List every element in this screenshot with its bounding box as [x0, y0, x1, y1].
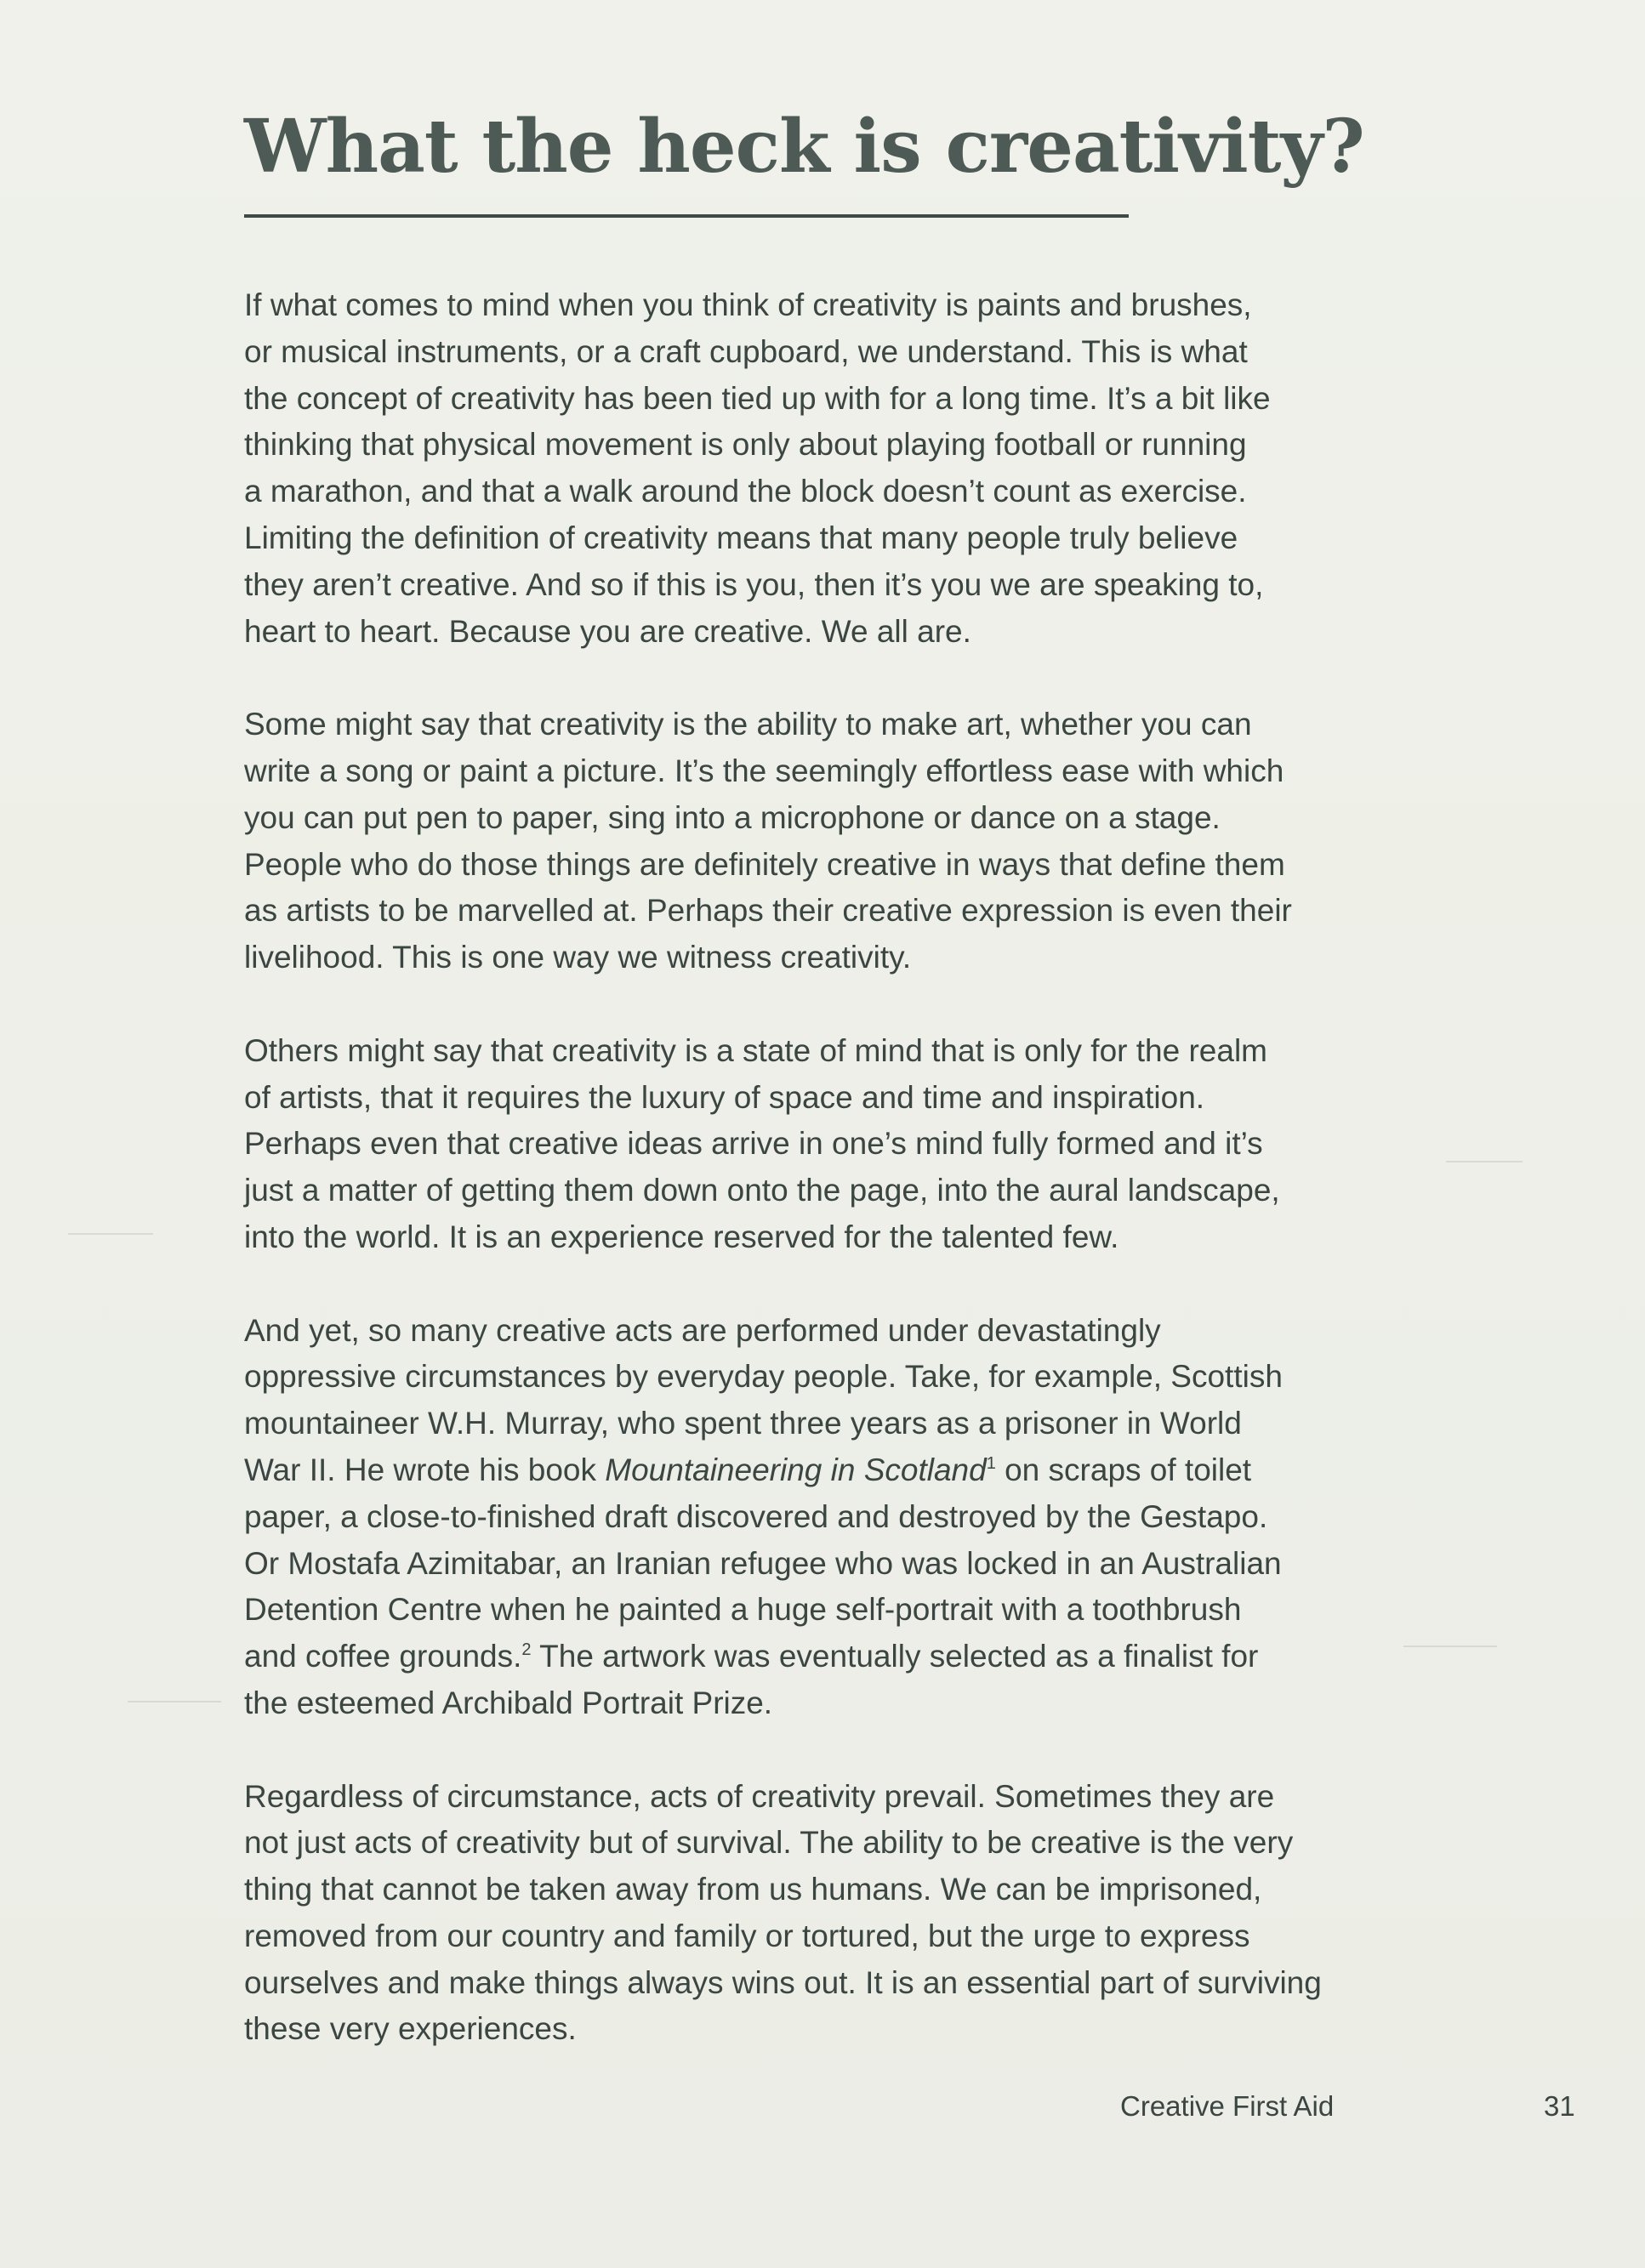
- text-line: Regardless of circumstance, acts of creativity prevail. Sometimes they are: [244, 1778, 1275, 1814]
- text-line: Limiting the definition of creativity means that many people truly believe: [244, 520, 1238, 555]
- footnote-marker[interactable]: 2: [521, 1640, 532, 1660]
- paper-scuff: [1446, 1161, 1523, 1162]
- text-line: And yet, so many creative acts are performed under devastatingly: [244, 1312, 1161, 1348]
- text-line: these very experiences.: [244, 2011, 577, 2047]
- text-line: a marathon, and that a walk around the block doesn’t count as exercise.: [244, 474, 1247, 509]
- text-fragment: on scraps of toilet: [995, 1452, 1252, 1487]
- text-line: thinking that physical movement is only about playing football or running: [244, 427, 1247, 463]
- text-line: People who do those things are definitely creative in ways that define them: [244, 846, 1285, 882]
- paragraph-4: [244, 1308, 1367, 1727]
- paragraph-5: [244, 1774, 1367, 2054]
- text-line: write a song or paint a picture. It’s the seemingly effortless ease with which: [244, 753, 1284, 788]
- text-line: Or Mostafa Azimitabar, an Iranian refugee who was locked in an Australian: [244, 1545, 1282, 1581]
- paragraph-1: [244, 282, 1367, 655]
- paper-scuff: [1403, 1646, 1497, 1647]
- text-line: thing that cannot be taken away from us humans. We can be imprisoned,: [244, 1872, 1262, 1907]
- text-line: not just acts of creativity but of survival. The ability to be creative is the very: [244, 1825, 1294, 1861]
- page-title: What the heck is creativity?: [244, 104, 1364, 190]
- page-number: 31: [1544, 2090, 1575, 2122]
- text-line: heart to heart. Because you are creative. We all are.: [244, 613, 971, 649]
- text-line: paper, a close-to-finished draft discovered and destroyed by the Gestapo.: [244, 1498, 1268, 1534]
- text-line: into the world. It is an experience reserved for the talented few.: [244, 1219, 1119, 1254]
- text-line: Perhaps even that creative ideas arrive in one’s mind fully formed and it’s: [244, 1126, 1263, 1162]
- text-line: ourselves and make things always wins out. It is an essential part of surviving: [244, 1964, 1322, 2000]
- paragraph-3: [244, 1028, 1367, 1261]
- text-line: removed from our country and family or tortured, but the urge to express: [244, 1918, 1250, 1953]
- paper-scuff: [128, 1701, 221, 1702]
- text-line: or musical instruments, or a craft cupboard, we understand. This is what: [244, 333, 1248, 369]
- text-line: [244, 1447, 1367, 1494]
- text-line: just a matter of getting them down onto the page, into the aural landscape,: [244, 1173, 1280, 1208]
- paragraph-2: [244, 702, 1367, 981]
- text-line: Others might say that creativity is a state of mind that is only for the realm: [244, 1032, 1267, 1068]
- text-line: oppressive circumstances by everyday people. Take, for example, Scottish: [244, 1359, 1283, 1395]
- body-text: [244, 282, 1367, 2100]
- text-line: they aren’t creative. And so if this is you, then it’s you we are speaking to,: [244, 566, 1264, 602]
- text-fragment: and coffee grounds.: [244, 1639, 522, 1674]
- text-line: mountaineer W.H. Murray, who spent three years as a prisoner in World: [244, 1406, 1242, 1441]
- footnote-marker[interactable]: 1: [986, 1453, 996, 1473]
- text-line: If what comes to mind when you think of creativity is paints and brushes,: [244, 287, 1252, 322]
- paper-scuff: [68, 1233, 153, 1235]
- text-line: the concept of creativity has been tied up with for a long time. It’s a bit like: [244, 380, 1271, 416]
- text-line: Some might say that creativity is the ability to make art, whether you can: [244, 707, 1252, 742]
- text-line: you can put pen to paper, sing into a microphone or dance on a stage.: [244, 799, 1221, 835]
- text-line: as artists to be marvelled at. Perhaps their creative expression is even their: [244, 893, 1292, 929]
- text-line: the esteemed Archibald Portrait Prize.: [244, 1685, 773, 1720]
- running-footer-book-title: Creative First Aid: [1120, 2090, 1335, 2122]
- text-fragment: War II. He wrote his book: [244, 1452, 606, 1487]
- book-title-mountaineering: Mountaineering in Scotland: [605, 1452, 987, 1487]
- text-line: of artists, that it requires the luxury of space and time and inspiration.: [244, 1079, 1205, 1115]
- text-fragment: The artwork was eventually selected as a finalist for: [531, 1639, 1259, 1674]
- text-line: Detention Centre when he painted a huge self-portrait with a toothbrush: [244, 1592, 1242, 1628]
- text-line: [244, 1634, 1367, 1680]
- text-line: livelihood. This is one way we witness creativity.: [244, 940, 912, 975]
- title-underline: [244, 214, 1129, 218]
